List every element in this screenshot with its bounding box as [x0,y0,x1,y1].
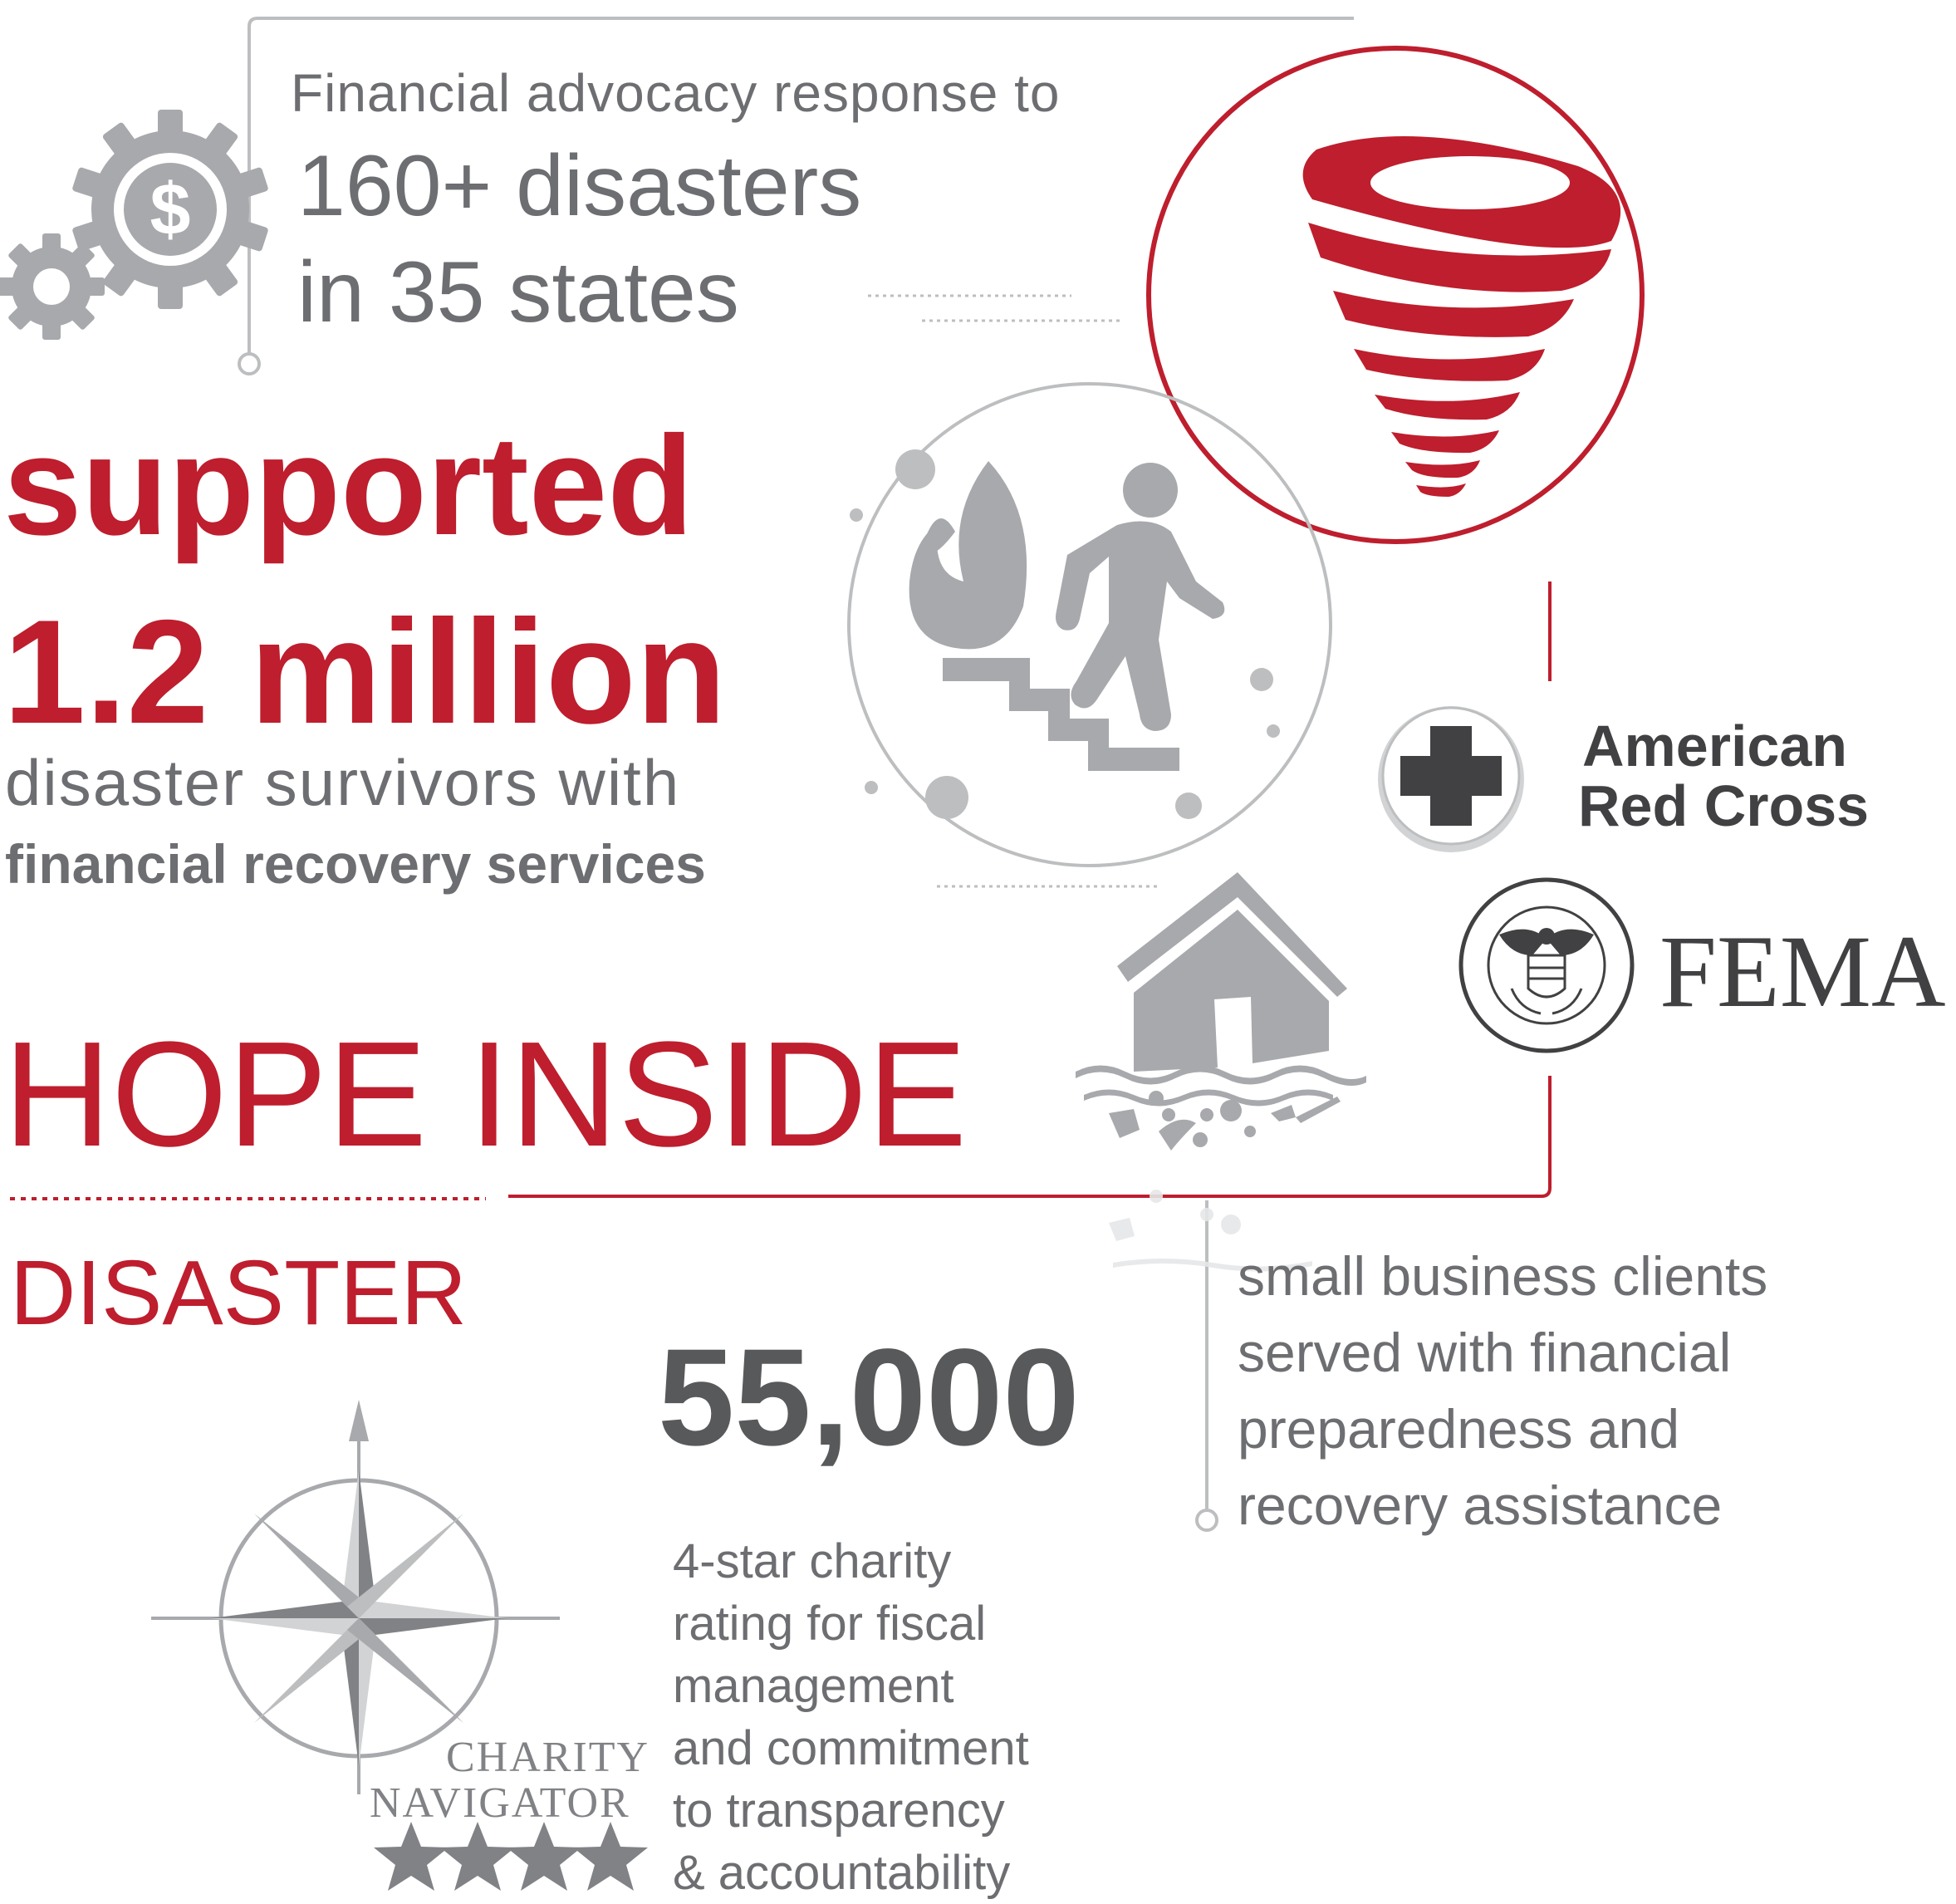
rating-line: and commitment [673,1721,1029,1775]
rating-stars [374,1822,648,1891]
hope-subtitle: DISASTER [10,1242,468,1344]
business-line [1197,1200,1217,1530]
supported-line4: financial recovery services [5,833,706,895]
rating-line: rating for fiscal [673,1597,987,1651]
redcross-line2: Red Cross [1578,773,1870,838]
business-line: small business clients [1238,1245,1768,1307]
fema-wordmark: FEMA [1659,915,1946,1028]
supported-line1: supported [3,407,694,565]
rating-line: to transparency [673,1784,1005,1838]
star-icon [440,1822,515,1891]
redcross-line1: American [1582,714,1848,778]
dhs-seal-icon [1461,880,1632,1051]
business-number: 55,000 [658,1321,1080,1475]
rating-text [673,1530,1029,1904]
tornado-icon [1149,48,1642,542]
svg-text:$: $ [150,168,191,250]
star-icon [507,1822,581,1891]
star-icon [374,1822,449,1891]
supported-line2: 1.2 million [3,589,727,754]
header-line3: in 35 states [297,244,739,341]
rating-line: management [673,1659,954,1713]
business-line: preparedness and [1238,1398,1680,1460]
business-text [1238,1238,1767,1543]
header-line2: 160+ disasters [297,138,862,234]
red-cross-icon [1378,706,1524,852]
supported-line3: disaster survivors with [5,746,681,819]
flooded-house-icon [1076,872,1366,1272]
header-line1: Financial advocacy response to [291,63,1061,123]
business-line: recovery assistance [1238,1475,1723,1536]
charity-navigator-line1: CHARITY [446,1734,650,1781]
gears-dollar-icon [0,110,269,340]
star-icon [573,1822,648,1891]
rating-line: 4-star charity [673,1534,952,1588]
charity-navigator-line2: NAVIGATOR [370,1779,630,1827]
rating-line: & accountability [673,1846,1011,1900]
business-line: served with financial [1238,1322,1732,1383]
hope-title: HOPE INSIDE [3,1011,968,1178]
